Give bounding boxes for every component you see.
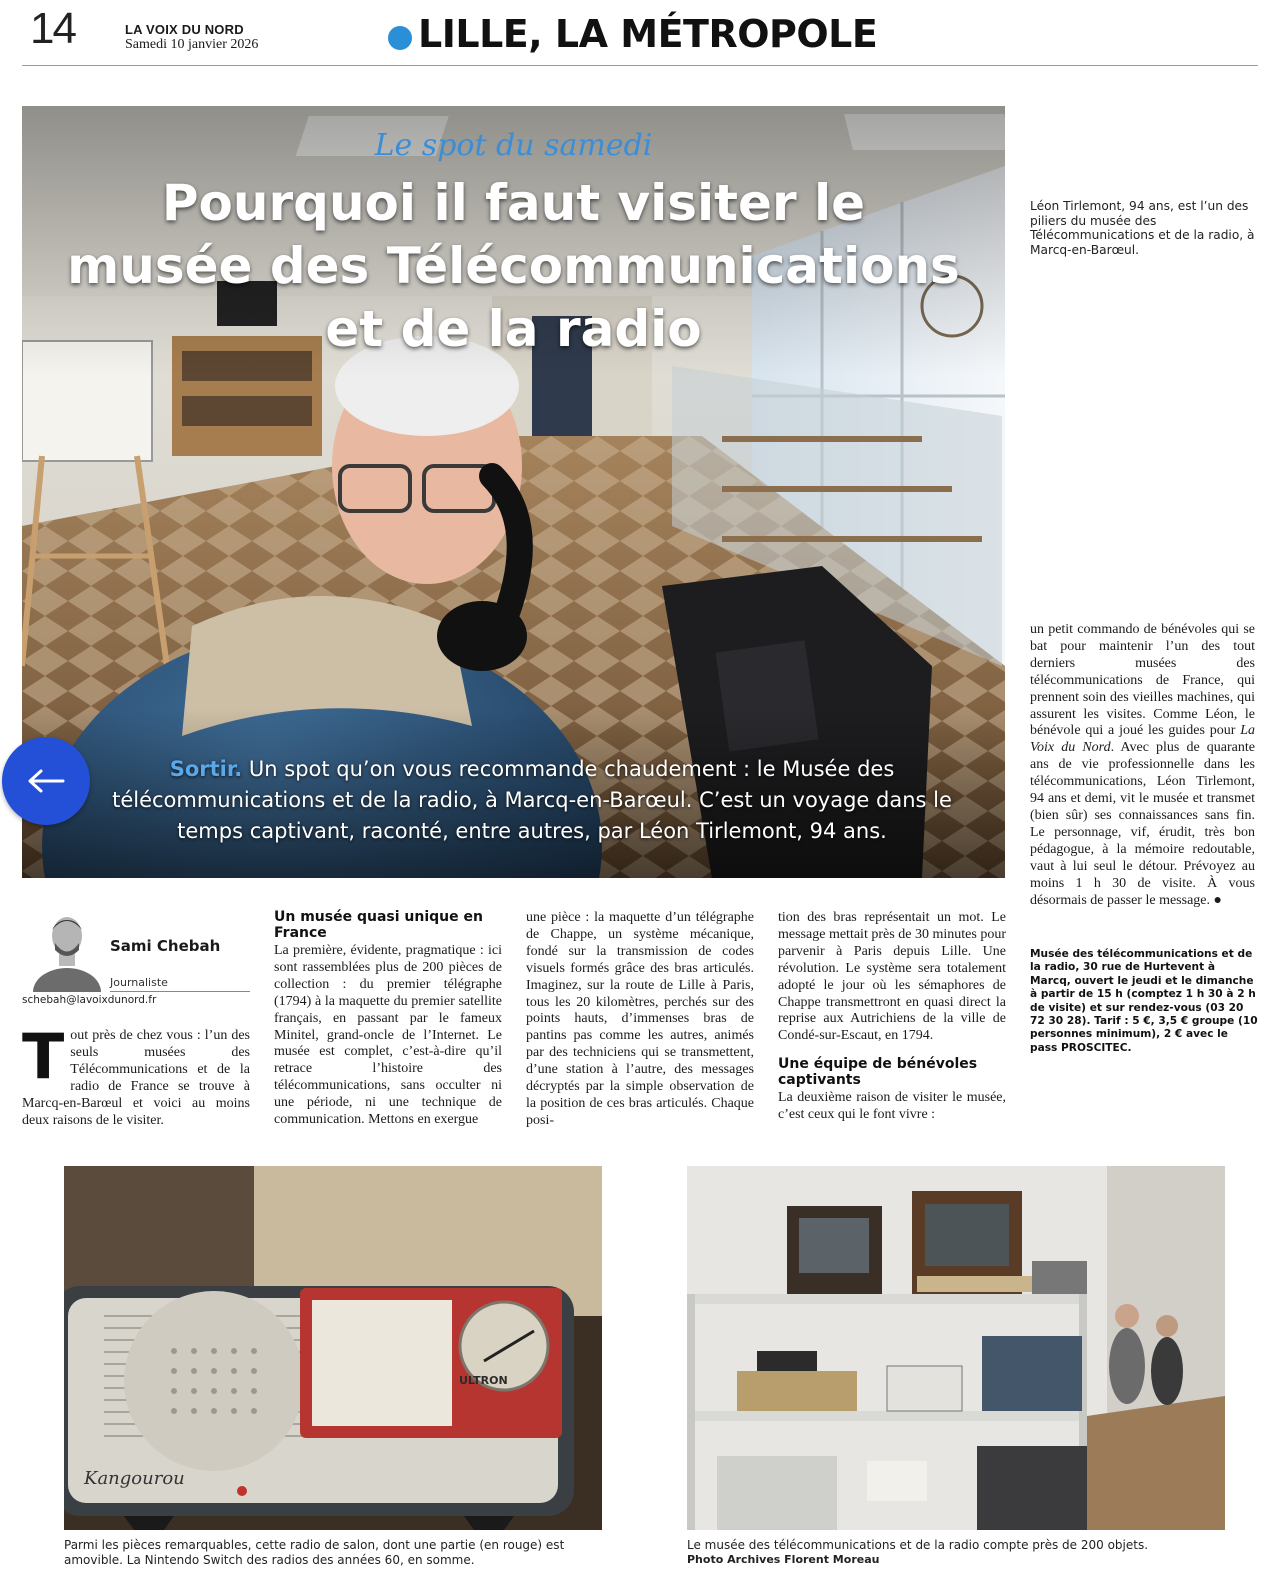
section-dot-icon (388, 26, 412, 50)
hero-photo (22, 106, 1005, 878)
newspaper-name: LA VOIX DU NORD (125, 22, 244, 37)
photo-legend: Léon Tirlemont, 94 ans, est l’un des piliers du musée des Télécommunications et de la radio, à Marcq-en-Barœul. (1030, 199, 1255, 257)
column-4-text: tion des bras représentait un mot. Le message mettait près de 30 minutes pour parvenir à Paris depuis Lille. Une révolution. Le système sera totalement adopté le jour où les sémaphores de Chappe transmettront en quasi direct la reprise aux Autrichiens de la ville de Condé-sur-Escaut, en 1794. (778, 910, 1006, 1044)
back-button[interactable] (2, 737, 90, 825)
column-4-text-2: La deuxième raison de visiter le musée, c’est ceux qui le font vivre : (778, 1090, 1006, 1123)
column-5-text-a: un petit commando de bénévoles qui se bat pour maintenir l’un des tout derniers musées des télécommunications de France, qui prennent soin des vieilles machines, qui assurent les visites. Comme Léon, le bénévole qui a joué les guides pour (1030, 622, 1255, 739)
column-5-text-b: . Avec plus de quarante ans de vie professionnelle dans les télécommunications, Léon Tirlemont, 94 ans et demi, vit le musée et transmet (bien sûr) ses connaissances sans fin. Le personnage, vif, érudit, très bon pédagogue, à la mémoire redoutable, vaut à lui seul le détour. Prévoyez au moins 1 h 30 de visite. À vous désormais de passer le message. ● (1030, 740, 1255, 908)
computers-photo (687, 1166, 1225, 1530)
hero-caption (102, 754, 962, 847)
radio-brand-label: Kangourou (84, 1468, 185, 1489)
column-3-text: une pièce : la maquette d’un télégraphe de Chappe, un système mécanique, fondé sur la transmission de codes visuels formés grâce des bras articulés. Imaginez, sur la route de Lille à Paris, tous les 20 kilomètres, perchés sur des points hauts, d’immenses bras de pantins pas comme les autres, animés par des techniciens qui se transmettent, d’une station à l’autre, des messages décryptés par la simple observation de la position de ces bras articulés. Chaque posi- (526, 910, 754, 1128)
column-5-newspaper-ref: La Voix du Nord (1030, 723, 1255, 756)
radio-photo-caption: Parmi les pièces remarquables, cette radio de salon, dont une partie (en rouge) est amovible. La Nintendo Switch des radios des années 60, en somme. (64, 1538, 565, 1567)
article-headline: Pourquoi il faut visiter le musée des Télécommunications et de la radio (67, 174, 960, 358)
article-intro: out près de chez vous : l’un des seuls musées des Télécommunications et de la radio de France se trouve à Marcq-en-Barœul et voici au moins deux raisons de le visiter. (22, 1028, 250, 1128)
subhead-volunteers: Une équipe de bénévoles captivants (778, 1056, 978, 1088)
computers-photo-caption (687, 1538, 1247, 1567)
arrow-left-icon (27, 769, 65, 793)
computers-caption-text: Le musée des télécommunications et de la radio compte près de 200 objets. (687, 1538, 1149, 1552)
author-divider (110, 991, 250, 992)
issue-date: Samedi 10 janvier 2026 (125, 37, 259, 52)
author-role: Journaliste (110, 976, 168, 989)
article-column-4 (778, 910, 1006, 1124)
author-name: Sami Chebah (110, 937, 221, 955)
photo-credit: Photo Archives Florent Moreau (687, 1552, 880, 1566)
drop-cap: T (22, 1020, 65, 1093)
hero-caption-text: Un spot qu’on vous recommande chaudement : le Musée des télécommunications et de la radio, à Marcq-en-Barœul. C’est un voyage dans le temps captivant, raconté, entre autres, par Léon Tirlemont, 94 ans. (112, 757, 952, 843)
header-divider (22, 65, 1258, 66)
avatar (31, 910, 101, 992)
author-email[interactable]: schebah@lavoixdunord.fr (22, 994, 157, 1006)
page-number: 14 (30, 4, 75, 53)
subhead-unique-museum: Un musée quasi unique en France (274, 909, 483, 941)
section-title: LILLE, LA MÉTROPOLE (418, 12, 878, 56)
article-column-5 (1030, 622, 1255, 909)
radio-dial-label: ULTRON (459, 1374, 508, 1387)
practical-info: Musée des télécommunications et de la radio, 30 rue de Hurtevent à Marcq, ouvert le jeudi et le dimanche à partir de 15 h (comptez 1 h 30 à 2 h de visite) et sur rendez-vous (03 20 72 30 28). Tarif : 5 €, 3,5 € groupe (10 personnes minimum), 2 € avec le pass PROSCITEC. (1030, 948, 1258, 1054)
radio-photo (64, 1166, 602, 1530)
hero-caption-lead: Sortir. (169, 757, 243, 781)
article-column-2 (274, 910, 502, 1129)
article-column-3 (526, 910, 754, 1130)
column-2-text: La première, évidente, pragmatique : ici sont rassemblées plus de 200 pièces de collection : du premier télégraphe (1794) à la maquette du premier satellite français, en passant par le fameux Minitel, grand-oncle de l’Internet. Le musée est complet, c’est-à-dire qu’il retrace l’histoire des télécommunications, sans occulter ni une période, ni une technique de communication. Mettons en exergue (274, 943, 502, 1128)
article-column-1 (22, 1020, 250, 1129)
article-kicker: Le spot du samedi (374, 128, 653, 163)
